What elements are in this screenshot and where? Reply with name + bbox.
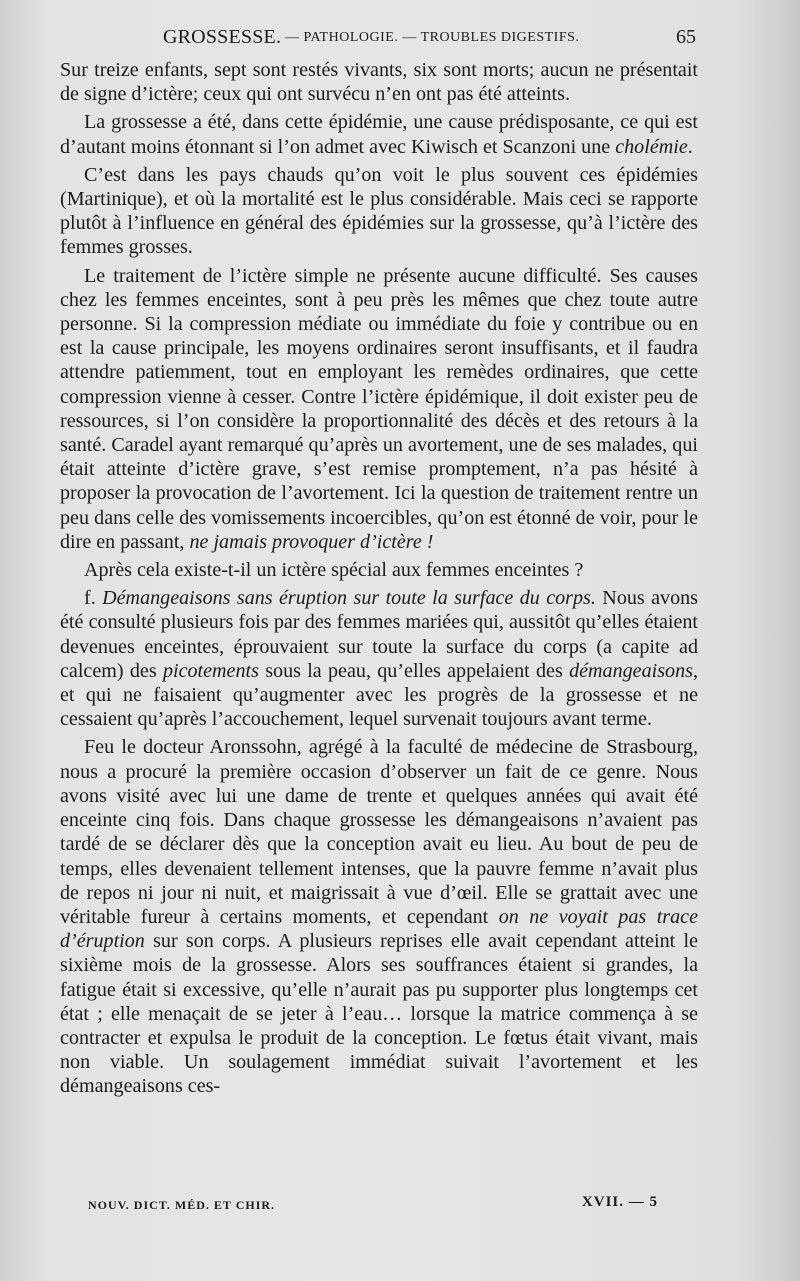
page-footer xyxy=(88,1194,668,1214)
paragraph xyxy=(60,264,698,554)
paragraph xyxy=(60,558,698,582)
text-run: sur son corps. A plusieurs reprises elle avait cependant atteint le sixième mois de la grossesse. Alors ses souffrances étaient si grandes, la fatigue était si excessive, qu’elle n’aurait pas pu supporter plus longtemps cet état ; elle menaçait de se jeter à l’eau… lorsque la matrice commença à se contracter et expulsa le produit de la conception. Le fœtus était vivant, mais non viable. Un soulagement immédiat suivait l’avortement et les démangeaisons ces- xyxy=(60,930,698,1098)
paragraph xyxy=(60,163,698,260)
paragraph xyxy=(60,735,698,1098)
paragraph xyxy=(60,110,698,158)
header-section: — PATHOLOGIE. — TROUBLES DIGESTIFS. xyxy=(285,30,580,45)
italic-text: Démangeaisons sans éruption sur toute la surface du corps. xyxy=(102,587,596,610)
text-run: Feu le docteur Aronssohn, agrégé à la faculté de médecine de Strasbourg, nous a procuré la première occasion d’observer un fait de ce genre. Nous avons visité avec lui une dame de trente et quelques années qui avait été enceinte cinq fois. Dans chaque grossesse les démangeaisons n’avaient pas tardé de se déclarer dès que la conception avait eu lieu. Au bout de peu de temps, elles devenaient tellement intenses, que la pauvre femme n’avait plus de repos ni jour ni nuit, et maigrissait à vue d’œil. Elle se grattait avec une véritable fureur à certains moments, et cependant xyxy=(60,736,698,928)
text-run: , et qui ne faisaient qu’augmenter avec les progrès de la grossesse et ne cessaient qu’après l’accouchement, lequel survenait toujours avant terme. xyxy=(60,659,698,731)
text-run: . xyxy=(687,135,693,158)
italic-text: on ne voyait pas trace d’éruption xyxy=(60,905,698,953)
italic-text: cholémie xyxy=(615,135,688,158)
body-text xyxy=(60,58,698,1103)
text-run: sous la peau, qu’elles appelaient des xyxy=(258,659,570,682)
text-run: Après cela existe-t-il un ictère spécial aux femmes enceintes ? xyxy=(84,559,584,582)
paragraph xyxy=(60,58,698,106)
italic-text: démangeaisons xyxy=(569,659,693,682)
page-number: 65 xyxy=(676,26,696,48)
footer-volume-mark: XVII. — 5 xyxy=(581,1194,658,1210)
text-run: Sur treize enfants, sept sont restés vivants, six sont morts; aucun ne présentait de signe d’ictère; ceux qui ont survécu n’en ont pas été atteints. xyxy=(60,59,698,106)
text-run: La grossesse a été, dans cette épidémie, une cause prédisposante, ce qui est d’autant moins étonnant si l’on admet avec Kiwisch et Scanzoni une xyxy=(60,111,698,158)
text-run: f. xyxy=(84,587,103,610)
text-run: Le traitement de l’ictère simple ne présente aucune difficulté. Ses causes chez les femmes enceintes, sont à peu près les mêmes que chez toute autre personne. Si la compression médiate ou immédiate du foie y contribue ou en est la cause principale, les moyens ordinaires seront insuffisants, et il faudra attendre patiemment, tout en employant les remèdes ordinaires, que cette compression vienne à cesser. Contre l’ictère épidémique, il doit exister peu de ressources, si l’on considère la proportionnalité des décès et des retours à la santé. Caradel ayant remarqué qu’après un avortement, une de ses malades, qui était atteinte d’ictère grave, s’est remise promptement, n’a pas hésité à proposer la provocation de l’avortement. Ici la question de traitement rentre un peu dans celle des vomissements incoercibles, qu’on est étonné de voir, pour le dire en passant, xyxy=(60,264,698,553)
italic-text: ne jamais provoquer d’ictère ! xyxy=(189,530,434,553)
footer-signature: NOUV. DICT. MÉD. ET CHIR. xyxy=(88,1198,276,1212)
italic-text: picotements xyxy=(162,659,259,682)
running-header xyxy=(60,26,700,54)
paragraph xyxy=(60,586,698,731)
header-title: GROSSESSE. xyxy=(163,26,282,48)
text-run: Nous avons été consulté plusieurs fois par des femmes mariées qui, aussitôt qu’elles étaient devenues enceintes, éprouvaient sur toute la surface du corps (a capite ad calcem) des xyxy=(60,587,699,682)
text-run: C’est dans les pays chauds qu’on voit le plus souvent ces épidémies (Martinique), et où la mortalité est le plus considérable. Mais ceci se rapporte plutôt à l’influence en général des épidémies sur la grossesse, qu’à l’ictère des femmes grosses. xyxy=(60,163,698,259)
